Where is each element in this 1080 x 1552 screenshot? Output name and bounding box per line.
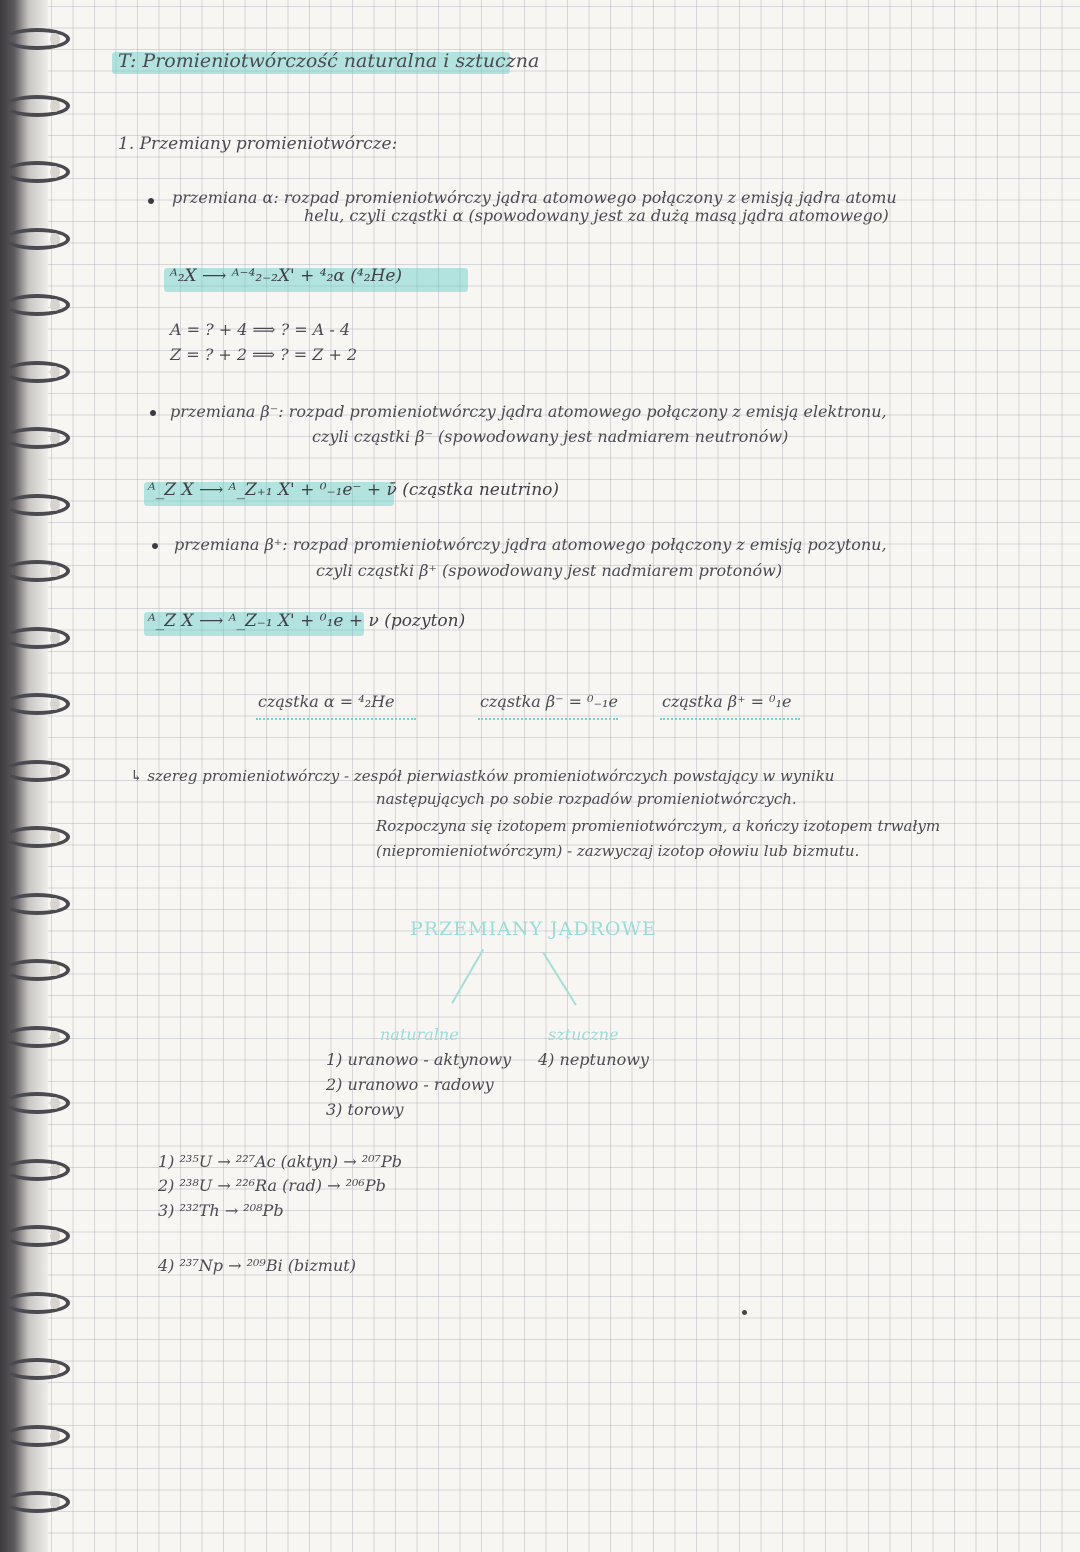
- spiral-ring: [4, 1026, 70, 1048]
- punch-hole: [50, 299, 60, 311]
- punch-hole: [50, 166, 60, 178]
- punch-hole: [50, 1496, 60, 1508]
- spiral-ring: [4, 494, 70, 516]
- punch-hole: [50, 831, 60, 843]
- series-text-line4: (niepromieniotwórczym) - zazwyczaj izotop ołowiu lub bizmutu.: [376, 842, 860, 860]
- spiral-ring: [4, 294, 70, 316]
- decay-chain-row: 2) ²³⁸U → ²²⁶Ra (rad) → ²⁰⁶Pb: [158, 1176, 386, 1195]
- beta-plus-equation: ᴬ_Z X ⟶ ᴬ_Z₋₁ X' + ⁰₁e + ν (pozyton): [148, 611, 466, 631]
- bullet-dot: [152, 543, 158, 549]
- artificial-series-item: 4) neptunowy: [538, 1050, 649, 1069]
- section-heading: 1. Przemiany promieniotwórcze:: [118, 134, 398, 154]
- punch-hole: [50, 432, 60, 444]
- spiral-ring: [4, 959, 70, 981]
- alpha-mass-rule: A = ? + 4 ⟹ ? = A - 4: [170, 320, 351, 339]
- natural-series-item: 1) uranowo - aktynowy: [326, 1050, 512, 1069]
- alpha-particle-def: cząstka α = ⁴₂He: [258, 692, 395, 711]
- bullet-dot: [148, 198, 154, 204]
- spiral-ring: [4, 28, 70, 50]
- natural-series-item: 3) torowy: [326, 1100, 404, 1119]
- mindmap-title: PRZEMIANY JĄDROWE: [410, 918, 657, 940]
- beta-plus-particle-def: cząstka β⁺ = ⁰₁e: [662, 692, 792, 711]
- artificial-label: sztuczne: [548, 1025, 619, 1044]
- decay-chain-row: 1) ²³⁵U → ²²⁷Ac (aktyn) → ²⁰⁷Pb: [158, 1152, 402, 1171]
- decay-chain-row: 4) ²³⁷Np → ²⁰⁹Bi (bizmut): [158, 1256, 356, 1275]
- spiral-ring: [4, 560, 70, 582]
- spiral-ring: [4, 1225, 70, 1247]
- series-text-line3: Rozpoczyna się izotopem promieniotwórczym, a kończy izotopem trwałym: [376, 817, 941, 835]
- punch-hole: [50, 100, 60, 112]
- spiral-ring: [4, 1292, 70, 1314]
- punch-hole: [50, 698, 60, 710]
- beta-minus-text-line2: czyli cząstki β⁻ (spowodowany jest nadmiarem neutronów): [312, 427, 789, 446]
- punch-hole: [50, 1164, 60, 1176]
- punch-hole: [50, 233, 60, 245]
- spiral-ring: [4, 1358, 70, 1380]
- punch-hole: [50, 1230, 60, 1242]
- beta-minus-text-line1: przemiana β⁻: rozpad promieniotwórczy jądra atomowego połączony z emisją elektronu,: [170, 402, 887, 421]
- wavy-underline: [660, 712, 800, 720]
- natural-label: naturalne: [380, 1025, 459, 1044]
- punch-hole: [50, 1031, 60, 1043]
- punch-hole: [50, 499, 60, 511]
- beta-minus-equation: ᴬ_Z X ⟶ ᴬ_Z₊₁ X' + ⁰₋₁e⁻ + ν̄ (cząstka neutrino): [148, 480, 560, 500]
- punch-hole: [50, 765, 60, 777]
- punch-hole: [50, 565, 60, 577]
- bullet-dot: [150, 410, 156, 416]
- punch-hole: [50, 366, 60, 378]
- spiral-ring: [4, 826, 70, 848]
- punch-hole: [50, 1097, 60, 1109]
- series-text-line1: ↳ szereg promieniotwórczy - zespół pierwiastków promieniotwórczych powstający w wyniku: [130, 767, 835, 785]
- beta-plus-text-line2: czyli cząstki β⁺ (spowodowany jest nadmiarem protonów): [316, 561, 783, 580]
- alpha-text-line2: helu, czyli cząstki α (spowodowany jest za dużą masą jądra atomowego): [304, 206, 889, 225]
- punch-hole: [50, 1430, 60, 1442]
- spiral-ring: [4, 1425, 70, 1447]
- decay-chain-row: 3) ²³²Th → ²⁰⁸Pb: [158, 1201, 284, 1220]
- spiral-ring: [4, 1092, 70, 1114]
- beta-plus-text-line1: przemiana β⁺: rozpad promieniotwórczy jądra atomowego połączony z emisją pozytonu,: [174, 535, 887, 554]
- spiral-ring: [4, 627, 70, 649]
- page-title: T: Promieniotwórczość naturalna i sztuczna: [118, 50, 540, 72]
- series-text-line2: następujących po sobie rozpadów promieniotwórczych.: [376, 790, 797, 808]
- punch-hole: [50, 1297, 60, 1309]
- ink-dot: [742, 1310, 747, 1315]
- punch-hole: [50, 632, 60, 644]
- punch-hole: [50, 1363, 60, 1375]
- wavy-underline: [256, 712, 416, 720]
- alpha-text-line1: przemiana α: rozpad promieniotwórczy jądra atomowego połączony z emisją jądra atomu: [172, 188, 897, 207]
- alpha-equation: ᴬ₂X ⟶ ᴬ⁻⁴₂₋₂X' + ⁴₂α (⁴₂He): [170, 266, 403, 286]
- wavy-underline: [478, 712, 618, 720]
- spiral-ring: [4, 95, 70, 117]
- punch-hole: [50, 33, 60, 45]
- beta-minus-particle-def: cząstka β⁻ = ⁰₋₁e: [480, 692, 618, 711]
- spiral-ring: [4, 693, 70, 715]
- spiral-ring: [4, 1491, 70, 1513]
- alpha-charge-rule: Z = ? + 2 ⟹ ? = Z + 2: [170, 345, 358, 364]
- punch-hole: [50, 964, 60, 976]
- natural-series-item: 2) uranowo - radowy: [326, 1075, 494, 1094]
- punch-hole: [50, 898, 60, 910]
- spiral-ring: [4, 361, 70, 383]
- spiral-ring: [4, 161, 70, 183]
- spiral-ring: [4, 427, 70, 449]
- spiral-ring: [4, 893, 70, 915]
- spiral-ring: [4, 760, 70, 782]
- spiral-ring: [4, 228, 70, 250]
- spiral-ring: [4, 1159, 70, 1181]
